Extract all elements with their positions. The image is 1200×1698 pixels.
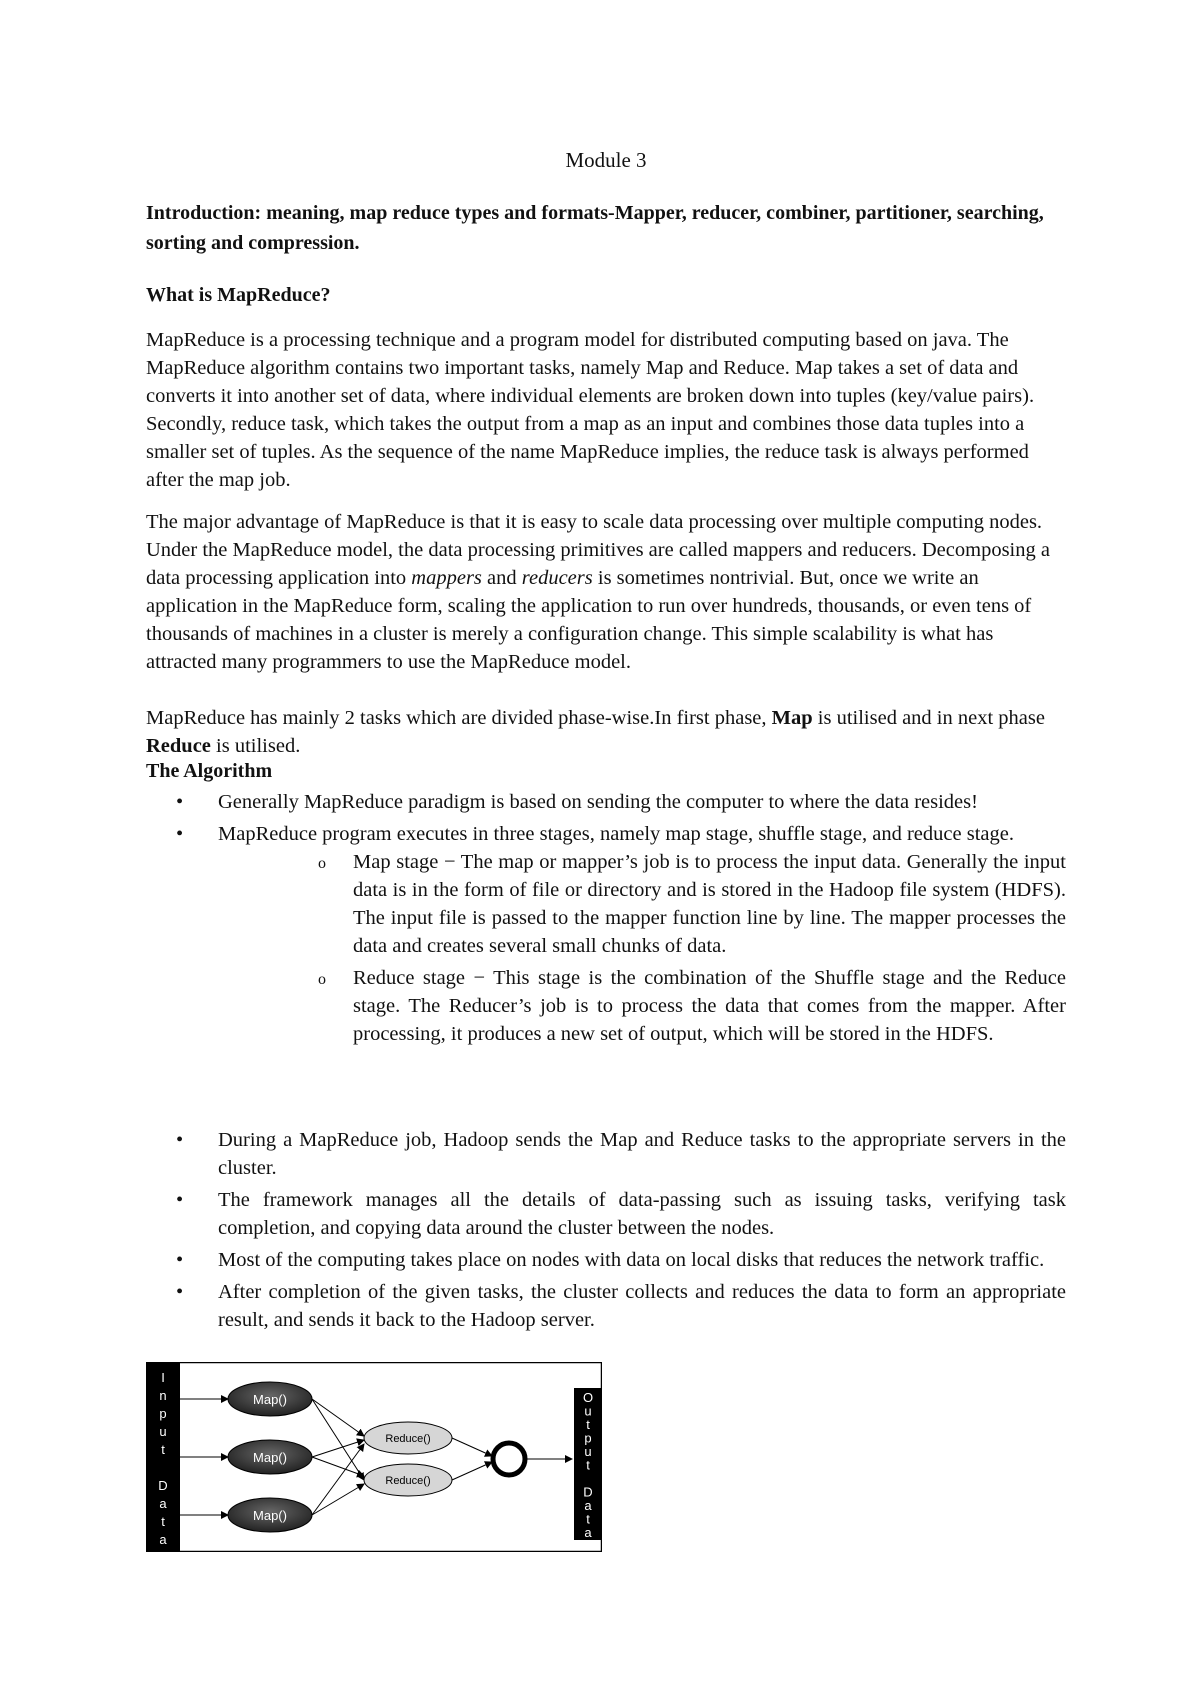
- hadoop-bullet-list: [146, 1126, 1066, 1334]
- diagram-letter: a: [584, 1525, 592, 1540]
- diagram-letter: I: [161, 1370, 165, 1385]
- diagram-letter: a: [159, 1496, 167, 1511]
- map-label: Map(): [253, 1450, 287, 1465]
- paragraph-phases: MapReduce has mainly 2 tasks which are divided phase-wise.In first phase, Map is utilised and in next phase Reduce is utilised.: [146, 707, 1045, 757]
- sub-list-item-reduce-stage: o Reduce stage − This stage is the combination of the Shuffle stage and the Reduce stage. The Reducer’s job is to process the data that comes from the mapper. After processing, it produces a new set of output, which will be stored in the HDFS.: [318, 967, 1066, 1045]
- bold-reduce: Reduce: [146, 735, 211, 757]
- diagram-letter: t: [586, 1511, 590, 1527]
- intro-heading: Introduction: meaning, map reduce types and formats-Mapper, reducer, combiner, partitioner, searching, sorting and compression.: [146, 202, 1044, 254]
- list-item: • The framework manages all the details of data-passing such as issuing tasks, verifying task completion, and copying data around the cluster between the nodes.: [176, 1189, 1066, 1239]
- page-title: Module 3: [565, 148, 647, 172]
- emphasis-mappers: mappers: [411, 567, 482, 589]
- mapreduce-diagram: [146, 1362, 602, 1552]
- diagram-letter: D: [583, 1484, 593, 1500]
- emphasis-reducers: reducers: [521, 567, 593, 589]
- merge-node: [493, 1443, 525, 1475]
- list-item: • During a MapReduce job, Hadoop sends the Map and Reduce tasks to the appropriate servers in the cluster.: [176, 1129, 1066, 1179]
- diagram-letter: u: [584, 1444, 592, 1459]
- diagram-letter: t: [161, 1514, 165, 1529]
- diagram-letter: u: [584, 1403, 592, 1419]
- section-heading-what-is-mapreduce: What is MapReduce?: [146, 284, 331, 306]
- list-item: • MapReduce program executes in three stages, namely map stage, shuffle stage, and reduce stage. o Map stage − The map or mapper’s job is to process the input data. Generally the input data is in the form of file or directory and is stored in the Hadoop file system (HDFS). The input file is passed to the mapper function line by line. The mapper processes the data and creates several small chunks of data. o Reduce stage − This stage is the combination of the Shuffle stage and the Reduce stage. The Reducer’s job is to process the data that comes from the mapper. After processing, it produces a new set of output, which will be stored in the HDFS.: [146, 820, 1066, 1048]
- sub-list-item-map-stage: o Map stage − The map or mapper’s job is to process the input data. Generally the input data is in the form of file or directory and is stored in the Hadoop file system (HDFS). The input file is passed to the mapper function line by line. The mapper processes the data and creates several small chunks of data.: [318, 851, 1066, 957]
- bold-map: Map: [771, 707, 813, 729]
- diagram-letter: p: [159, 1406, 167, 1421]
- diagram-letter: t: [586, 1417, 590, 1432]
- stage-sub-list: [218, 848, 1066, 1048]
- diagram-letter: O: [582, 1390, 594, 1405]
- diagram-letter: a: [584, 1498, 592, 1513]
- paragraph-advantage: The major advantage of MapReduce is that it is easy to scale data processing over multiple computing nodes. Under the MapReduce model, the data processing primitives are called mappers and reducers. Decomposing a data processing application into mappers and reducers is sometimes nontrivial. But, once we write an application in the MapReduce form, scaling the application to run over hundreds, thousands, or even tens of thousands of machines in a cluster is merely a configuration change. This simple scalability is what has attracted many programmers to use the MapReduce model.: [146, 511, 1050, 673]
- diagram-letter: u: [159, 1424, 167, 1439]
- list-item: • After completion of the given tasks, the cluster collects and reduces the data to form an appropriate result, and sends it back to the Hadoop server.: [176, 1281, 1066, 1331]
- reduce-label: Reduce(): [385, 1433, 431, 1445]
- diagram-letter: n: [159, 1388, 167, 1403]
- diagram-letter: p: [584, 1430, 592, 1446]
- section-heading-algorithm: The Algorithm: [146, 760, 273, 782]
- list-item: • Generally MapReduce paradigm is based on sending the computer to where the data resides!: [176, 791, 978, 813]
- diagram-letter: t: [586, 1457, 590, 1473]
- map-label: Map(): [253, 1392, 287, 1407]
- list-item: • Most of the computing takes place on nodes with data on local disks that reduces the network traffic.: [176, 1249, 1045, 1271]
- algorithm-bullet-list: [146, 788, 1066, 1048]
- reduce-label: Reduce(): [385, 1475, 431, 1487]
- diagram-letter: a: [159, 1532, 167, 1547]
- paragraph-definition: MapReduce is a processing technique and a program model for distributed computing based on java. The MapReduce algorithm contains two important tasks, namely Map and Reduce. Map takes a set of data and converts it into another set of data, where individual elements are broken down into tuples (key/value pairs). Secondly, reduce task, which takes the output from a map as an input and combines those data tuples into a smaller set of tuples. As the sequence of the name MapReduce implies, the reduce task is always performed after the map job.: [146, 329, 1035, 491]
- diagram-letter: D: [158, 1478, 168, 1493]
- map-label: Map(): [253, 1508, 287, 1523]
- diagram-letter: t: [161, 1442, 165, 1457]
